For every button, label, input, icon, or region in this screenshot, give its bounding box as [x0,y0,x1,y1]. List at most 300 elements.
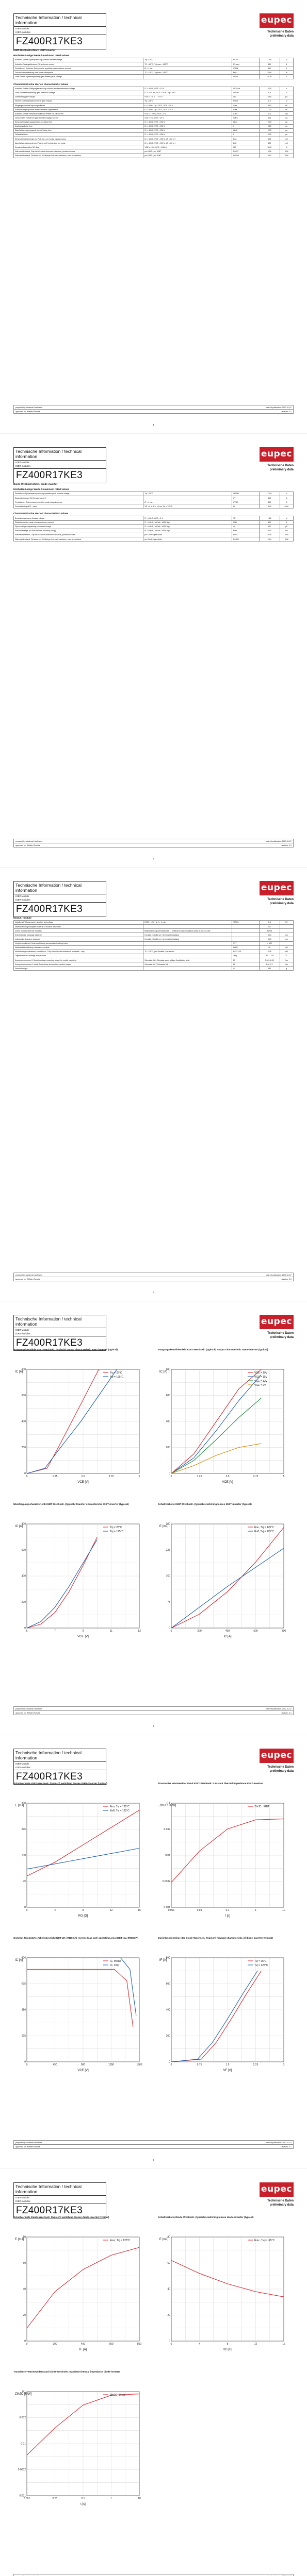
x-tick-label: 1.25 [197,1475,202,1478]
preliminary-label [267,898,294,906]
series-line [171,1971,261,2062]
param-value: 400 [259,116,280,120]
param-value: 20 [259,945,280,950]
characteristics-table [13,516,294,541]
chart-diode-losses-rg [158,2234,287,2352]
param-name: Fallzeit fall time [14,132,143,137]
table-row [14,120,294,124]
param-unit: A [280,62,293,66]
table-row [14,145,294,149]
param-unit: A [280,520,293,524]
eupec-logo: eupec [260,13,294,28]
param-value: 1700 [259,492,280,496]
chart-title: Übertragungscharakteristik IGBT-Wechselr. (typisch) transfer characteristic IGBT-inverter (typical) [13,1503,129,1506]
section-title: Diode-Wechselrichter / diode-inverter [13,483,58,486]
x-tick-label: 0 [26,1475,28,1478]
param-name: Periodischer Kollektor Spitzenstrom repetitive peak collector current [14,66,143,71]
eupec-logo: eupec [260,1749,294,1763]
series-line [27,1537,97,1628]
param-unit: K/W [280,537,293,541]
param-symbol [232,937,260,941]
table-row [14,95,294,99]
param-symbol: IC nom [232,62,260,66]
param-unit: Nm [280,962,293,967]
param-value: 0,30 [259,120,280,124]
chart-diode-thermal-impedance [13,2388,142,2507]
legend-label: Eon, Tvj = 125°C [254,1526,274,1529]
param-value: Cu [259,925,280,929]
page-footer [13,2140,294,2149]
param-condition [143,945,232,950]
param-symbol: IF [232,496,260,500]
table-row [14,124,294,128]
param-value: 36,0 [259,104,280,108]
param-name: Periodische Spitzensperrspannung repetitive peak reverse voltage [14,492,143,496]
param-condition: tP = 1 ms [143,66,232,71]
page-3 [0,868,307,1301]
y-tick-label: 20 [167,2314,170,2317]
x-tick-label: 0 [170,1630,172,1633]
table-row [14,132,294,137]
revision: revision: 2.1 [281,844,292,846]
x-tick-label: 600 [109,2343,114,2346]
param-condition: IC = 400 A, VCE = 900 V [143,128,232,132]
prepared-by: prepared by: Andreas Kaufmann [15,840,42,842]
x-tick-label: 2.5 [225,1475,230,1478]
y-tick-label: 40 [23,2287,26,2291]
y-tick-label: 200 [21,1601,26,1604]
legend-label: IC, Modul [110,1960,121,1963]
chart-cell [13,2216,145,2361]
footer-row [13,1273,294,1277]
param-symbol: G [232,967,260,971]
x-axis-label: VCE [V] [77,2069,89,2072]
param-unit: Ω [280,99,293,103]
param-value: 2500 [259,71,280,75]
param-condition: Kontakt - Kühlkörper / terminal to heatsink [143,937,232,941]
legend-label: VGE = 19V [254,1371,268,1375]
param-condition: VGE ≤ 15 V, VCC = 1000 V [143,145,232,149]
param-name: Kollektor-Emitter-Sperrspannung collector-emitter voltage [14,58,143,62]
param-symbol [232,929,260,933]
param-unit: V [280,87,293,91]
table-row [14,504,294,509]
y-tick-label: 225 [21,2035,26,2038]
table-row [14,116,294,120]
param-condition [143,925,232,929]
param-name: Sperrverzögerungsladung recovered charge [14,524,143,529]
footer-row [13,1706,294,1711]
param-unit: K/W [280,154,293,158]
page-footer [13,405,294,414]
x-axis-label: IC [A] [223,1635,232,1638]
preliminary-label [267,1766,294,1774]
page-number: 3 [153,1291,154,1294]
param-name: Isolations-Prüfspannung insulation test voltage [14,920,143,924]
x-axis-label: VCE [V] [222,1481,233,1484]
x-tick-label: 0 [26,2343,28,2346]
y-tick-label: 600 [166,1394,170,1398]
characteristics-table [13,87,294,158]
eupec-logo: eupec [260,447,294,462]
y-tick-label: 80 [167,2235,170,2239]
param-unit [280,925,293,929]
param-symbol: ICRM [232,66,260,71]
header-box [13,2182,106,2218]
y-tick-label: 75 [23,1880,26,1884]
header-subtitle-2: IGBT-modules [15,1332,30,1335]
param-value: 400 [259,520,280,524]
param-condition: VCE = 0 V, VGE = 20 V [143,116,232,120]
section-subtitle: Höchstzulässige Werte / maximum rated values [13,488,70,491]
footer-row [13,839,294,843]
y-tick-label: 0.001 [19,2494,26,2498]
y-tick-label: 400 [21,1574,26,1578]
param-name: Wärmewiderstand, Gehäuse bis Kühlkörper thermal resistance, case to heatsink [14,154,143,158]
param-unit: µC [280,95,293,99]
param-name: Durchlassspannung forward voltage [14,516,143,520]
y-tick-label: 20 [23,2314,26,2317]
y-tick-label: 225 [21,1828,26,1832]
chart-title: Schaltverluste Diode-Wechselr. (typisch) switching losses diode-inverter (typical) [13,2216,109,2219]
x-tick-label: 4 [199,2343,200,2346]
y-tick-label: 600 [21,1394,26,1398]
param-value: 0,35 [259,950,280,954]
chart-output-characteristic [13,1366,142,1485]
series-line [171,1398,261,1473]
table-row [14,537,294,541]
y-axis-label: IC [A] [15,1959,23,1962]
table-row [14,99,294,103]
y-tick-label: 0 [24,2340,26,2343]
prepared-by: prepared by: Andreas Kaufmann [15,2141,42,2144]
x-tick-label: 13 [138,1630,141,1633]
page-number: 5 [153,2159,154,2161]
table-row [14,128,294,132]
table-row [14,925,294,929]
chart-cell [158,1783,289,1927]
param-condition: VGE = -15 V ... +15 V [143,95,232,99]
x-tick-label: 3.75 [253,1475,258,1478]
y-axis-label: E [mJ] [15,1804,24,1807]
legend-label: ZthJC : Diode [110,2394,126,2397]
param-symbol [232,933,260,937]
x-tick-label: 16 [138,1909,141,1912]
preliminary-label [267,2199,294,2208]
x-tick-label: 0.01 [52,2497,58,2500]
footer-row [13,843,294,848]
x-tick-label: 5 [26,1630,28,1633]
page-footer [13,2574,294,2576]
x-axis-label: VCE [V] [77,1481,89,1484]
x-tick-label: 900 [80,2063,86,2066]
x-axis-label: t [s] [225,1914,230,1918]
y-tick-label: 200 [166,1446,170,1450]
page-1 [0,0,307,434]
param-value: 800 [259,500,280,504]
param-name: Kollektor-Emitter Reststrom collector-emitter cut-off current [14,112,143,116]
publication-date: date of publication: 2007-11-07 [266,840,292,842]
table-row [14,154,294,158]
y-tick-label: 0 [24,2060,26,2064]
header-subtitle-2: IGBT-modules [15,1766,30,1769]
param-unit: K/W [280,149,293,154]
x-tick-label: 1 [110,2497,112,2500]
param-symbol: M [232,962,260,967]
param-unit: µs [280,120,293,124]
max-ratings-table [13,58,294,79]
y-tick-label: 400 [166,2008,170,2012]
param-symbol: RthCH [232,154,260,158]
prelim-en: preliminary data [269,902,294,905]
legend-label: ZthJC : IGBT [254,1805,270,1808]
x-tick-label: 0 [170,1475,172,1478]
x-tick-label: 0.1 [81,2497,85,2500]
param-name: Abschaltverlustenergie pro Puls turn-off energy loss per pulse [14,141,143,145]
param-unit: µs [280,124,293,128]
y-tick-label: 200 [21,1446,26,1450]
param-unit: mJ [280,529,293,533]
chart-thermal-impedance [158,1800,287,1919]
param-symbol: VISOL [232,920,260,924]
param-name: Wärmewiderstand, Chip bis Gehäuse thermal resistance, junction to case [14,533,143,537]
prelim-de: Technische Daten [267,464,294,467]
param-unit: V [280,75,293,79]
param-value: 33,0 [259,937,280,941]
header-title: Technische Information / technical information [14,2183,106,2196]
table-row [14,500,294,504]
param-condition: IC = 400 A, VCE = 900 V, LS = 60 nH [143,141,232,145]
y-tick-label: 0 [169,1472,170,1476]
param-symbol: VGES [232,75,260,79]
page-footer [13,1273,294,1281]
y-tick-label: 0.001 [164,1906,170,1909]
table-row [14,937,294,941]
param-condition: IF = 400 A, VGE = 0 V [143,516,232,520]
x-axis-label: t [s] [80,2503,86,2506]
chart-title: Schaltverluste IGBT-Wechselr. (typisch) switching losses IGBT-inverter (typical) [13,1783,107,1785]
y-tick-label: 400 [21,1420,26,1423]
param-condition: Tvj = 25°C [143,58,232,62]
y-tick-label: 675 [21,1982,26,1986]
param-condition [143,954,232,958]
param-unit: V [280,91,293,95]
prepared-by: prepared by: Andreas Kaufmann [15,1274,42,1276]
param-symbol: Eoff [232,141,260,145]
param-name: Gewicht weight [14,967,143,971]
param-condition: TC = 25°C, Tvj max = 150°C [143,71,232,75]
section-title: IGBT-Wechselrichter / IGBT-inverter [13,49,56,52]
param-name: Modulinduktivität stray inductance module [14,945,143,950]
table-row [14,137,294,141]
param-value: 33,0 [259,933,280,937]
footer-row [13,410,294,414]
y-tick-label: 0.0032 [18,2468,26,2472]
param-condition: f = 1 MHz, Tvj = 25°C, VCE = 25 V [143,108,232,112]
param-symbol: M [232,958,260,962]
param-condition: tP = 1 ms [143,500,232,504]
y-tick-label: 225 [166,1549,170,1552]
param-value: 0,05 [259,149,280,154]
param-unit [280,941,293,945]
param-unit: nF [280,108,293,112]
footer-row [13,2145,294,2149]
param-symbol: VGEth [232,91,260,95]
table-row [14,929,294,933]
table-row [14,950,294,954]
param-condition: VR = 0 V, tP = 10 ms, Tvj = 125°C [143,504,232,509]
part-number: FZ400R17KE3 [14,902,106,917]
param-name: Dauergleichstrom DC forward current [14,496,143,500]
x-axis-label: RG [Ω] [222,2348,233,2351]
y-tick-label: 300 [166,1522,170,1526]
y-tick-label: 600 [166,1982,170,1986]
param-value: 120 [259,524,280,529]
header-box [13,1749,106,1785]
y-tick-label: 60 [23,2262,26,2265]
page-content [13,47,294,158]
param-name: Einschaltverzögerungszeit turn-on delay time [14,120,143,124]
y-tick-label: 300 [21,1802,26,1805]
chart-title: Durchlasskennlinie der Diode-Wechselr. (typisch) forward characteristic of diode-inverter (typical) [158,1937,273,1940]
publication-date: date of publication: 2007-11-07 [266,2141,292,2144]
chart-cell [158,1937,289,2081]
section-title: Charakteristische Werte / characteristic values [13,513,69,516]
header-subtitle-1: IGBT-Module [15,27,29,30]
prelim-en: preliminary data [269,34,294,38]
x-tick-label: 400 [225,1630,230,1633]
header-subtitle-2: IGBT-modules [15,465,30,468]
page-number: 4 [153,1725,154,1727]
param-symbol: VF [232,516,260,520]
param-condition: Kontakt - Kühlkörper / terminal to heatsink [143,933,232,937]
x-tick-label: 1350 [108,2063,115,2066]
param-name: Gateladung gate charge [14,95,143,99]
param-name: Gate-Emitter Reststrom gate-emitter leakage current [14,116,143,120]
preliminary-label [267,30,294,39]
param-value: 3,80 [259,95,280,99]
chart-switching-losses-rg [13,1800,142,1919]
header-title: Technische Information / technical information [14,1749,106,1762]
table-row [14,58,294,62]
page-2 [0,434,307,868]
param-value: Al2O3 [259,929,280,933]
preliminary-label [267,464,294,472]
y-tick-label: 0 [24,1906,26,1909]
param-unit: nF [280,104,293,108]
chart-switching-losses [158,1521,287,1639]
header-box [13,447,106,483]
param-name: Periodischer Spitzenstrom repetitive peak forward current [14,500,143,504]
page-header [13,447,294,481]
page-header [13,2182,294,2216]
param-name: Rückwirkungskapazität reverse transfer capacitance [14,108,143,112]
param-value: 1600 [259,145,280,149]
prelim-en: preliminary data [269,468,294,471]
param-symbol: QG [232,95,260,99]
param-condition: IC = 400 A, VCE = 900 V [143,132,232,137]
param-condition: IF = 400 A, - diF/dt = 4000 A/µs [143,524,232,529]
legend-label: VGE = 9V [254,1384,266,1387]
x-tick-label: 200 [197,1630,202,1633]
y-tick-label: 600 [21,1549,26,1552]
eupec-logo: eupec [260,1315,294,1329]
x-tick-label: 12 [109,1909,113,1912]
param-unit: Nm [280,958,293,962]
publication-date: date of publication: 2007-11-07 [266,1274,292,1276]
chart-title: Ausgangskennlinie IGBT-Wechselr. (typisch) output characteristic IGBT-inverter (typical) [13,1349,118,1351]
y-axis-label: IC [A] [15,1525,23,1528]
chart-title: Ausgangskennlinienfeld IGBT-Wechselr. (typisch) output characteristic IGBT-inverter (typical) [158,1349,268,1351]
param-symbol: Cres [232,108,260,112]
param-symbol: td off [232,128,260,132]
part-number: FZ400R17KE3 [14,35,106,49]
param-symbol: VCES [232,58,260,62]
series-line [171,1971,257,2062]
part-number: FZ400R17KE3 [14,2204,106,2218]
param-value: 1,8 - 2,1 [259,962,280,967]
param-unit: W [280,71,293,75]
param-value: 0,02 [259,154,280,158]
chart-diode-losses-if [13,2234,142,2352]
series-line [171,1444,261,1473]
legend-label: Eon, Tvj = 125°C [110,1805,130,1808]
param-name: Innere Isolation internal isolation [14,929,143,933]
param-value: 3,4 [259,920,280,924]
series-line [27,1539,97,1628]
x-tick-label: 8 [82,1909,84,1912]
table-row [14,66,294,71]
param-unit: nH [280,945,293,950]
param-value: 0,20 [259,132,280,137]
x-tick-label: 10 [138,2497,141,2500]
legend-label: Tvj = 125°C [110,1376,124,1379]
y-axis-label: E [mJ] [159,1525,169,1528]
y-tick-label: 0.1 [167,1802,170,1805]
revision: revision: 2.1 [281,2145,292,2148]
chart-cell [13,1503,145,1648]
x-axis-label: RG [Ω] [78,1914,88,1918]
param-symbol: LsCE [232,945,260,950]
header-box [13,1315,106,1351]
param-condition: RMS, f = 50 Hz, t = 1 min. [143,920,232,924]
chart-title: Schaltverluste Diode-Wechselr. (typisch) switching losses diode-inverter (typical) [158,2216,254,2219]
table-row [14,520,294,524]
page-5 [0,1735,307,2169]
param-symbol: IGES [232,116,260,120]
param-name: Abschaltenergie pro Puls reverse recovery energy [14,529,143,533]
chart-cell [13,1349,145,1493]
y-tick-label: 200 [166,2035,170,2038]
table-row [14,945,294,950]
param-condition [143,75,232,79]
prelim-de: Technische Daten [267,30,294,33]
x-tick-label: 1.5 [225,2063,230,2066]
param-value: 2,00 [259,87,280,91]
param-value: 3,00 - 6,00 [259,958,280,962]
x-tick-label: 7 [54,1630,56,1633]
y-tick-label: 0 [169,1626,170,1630]
legend-label: Tvj = 125°C [110,1530,124,1533]
param-value: 1,20 [259,108,280,112]
param-symbol: Ptot [232,71,260,75]
param-unit: nA [280,116,293,120]
x-tick-label: 4 [54,1909,56,1912]
footer-row [13,1711,294,1715]
param-condition: IC = 400 A, VCE = 900 V, LS = 60 nH [143,137,232,141]
param-condition [143,496,232,500]
param-name: Anzugsdrehmoment f. elektr. Anschlüsse terminal connection torque [14,962,143,967]
